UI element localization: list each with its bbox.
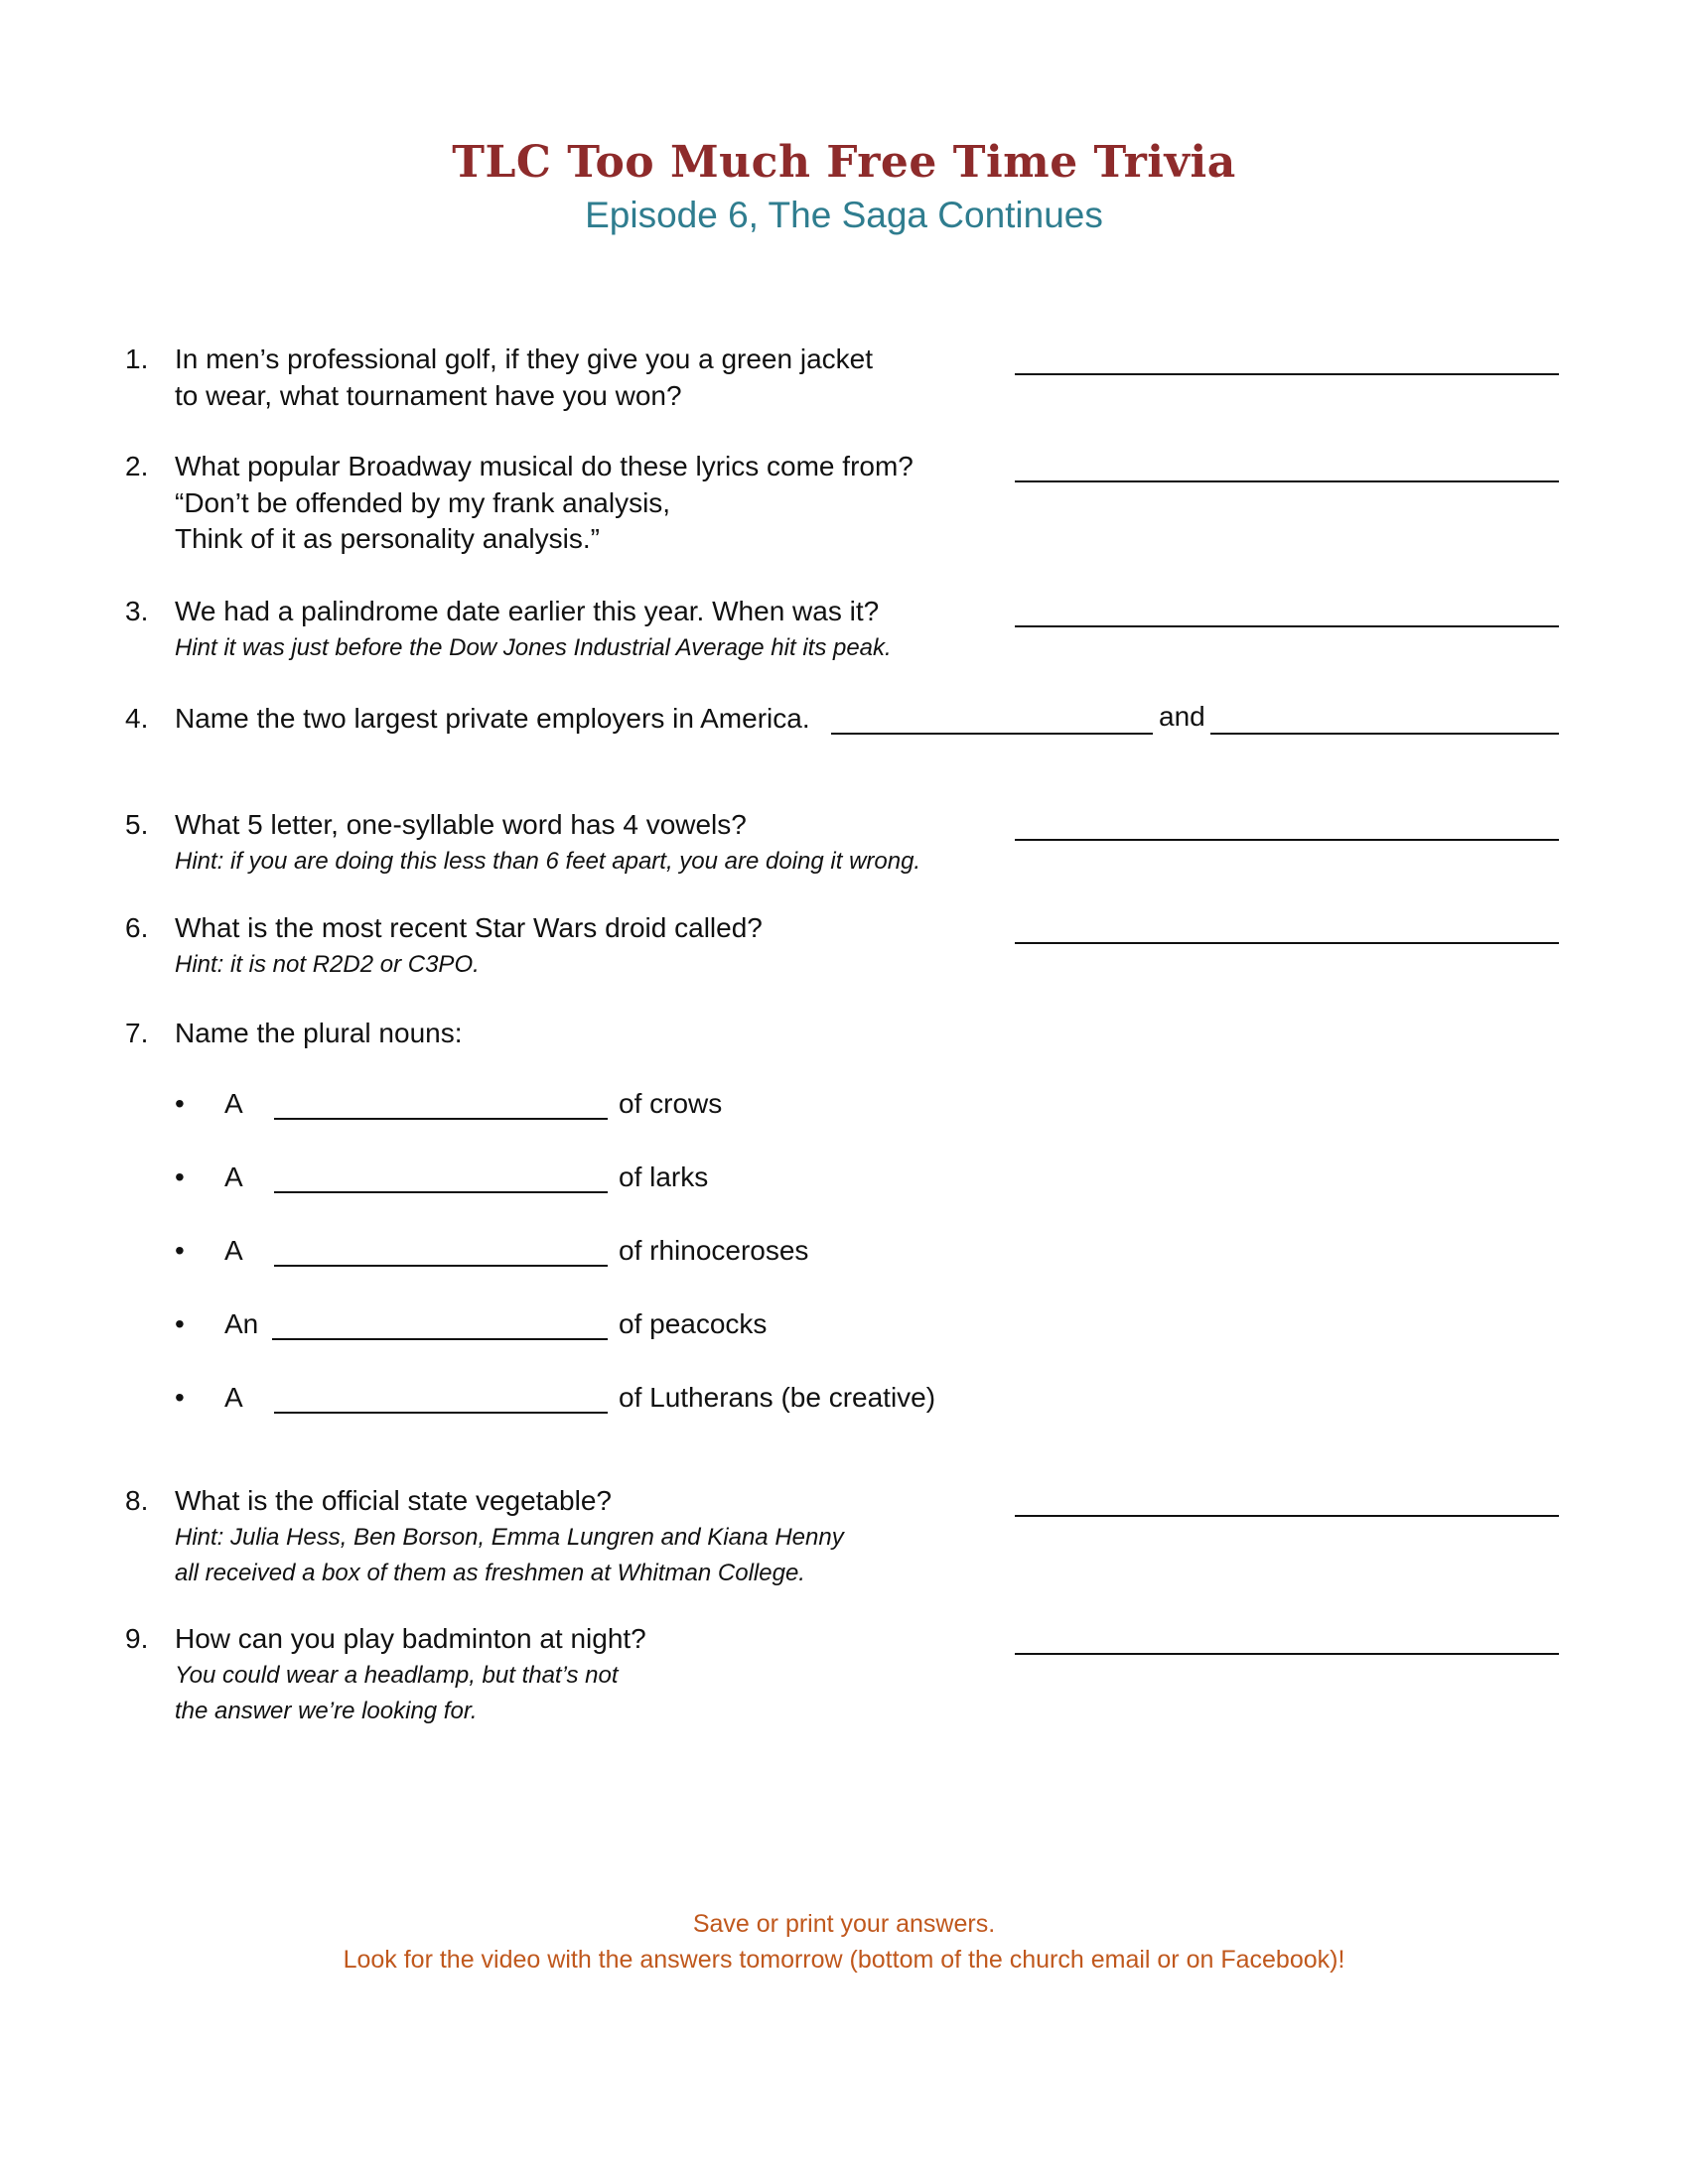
plural-answer-line-3[interactable]: [274, 1265, 608, 1267]
question-text: to wear, what tournament have you won?: [175, 379, 682, 411]
answer-line-3[interactable]: [1015, 625, 1559, 627]
question-text: How can you play badminton at night?: [175, 1623, 646, 1654]
bullet: •: [175, 1308, 185, 1339]
bullet: •: [175, 1382, 185, 1413]
noun-suffix: of Lutherans (be creative): [619, 1382, 936, 1413]
question-text: In men’s professional golf, if they give you a green jacket: [175, 343, 873, 374]
question-text: Name the two largest private employers in America.: [175, 703, 810, 734]
question-hint: Hint: Julia Hess, Ben Borson, Emma Lungren and Kiana Henny: [175, 1523, 844, 1551]
question-hint: all received a box of them as freshmen at Whitman College.: [175, 1560, 805, 1586]
answer-line-6[interactable]: [1015, 942, 1559, 944]
answer-line-4a[interactable]: [831, 733, 1153, 735]
plural-answer-line-2[interactable]: [274, 1191, 608, 1193]
bullet: •: [175, 1235, 185, 1266]
noun-suffix: of rhinoceroses: [619, 1235, 809, 1266]
question-number: 8.: [125, 1485, 149, 1516]
plural-answer-line-4[interactable]: [272, 1338, 608, 1340]
plural-answer-line-5[interactable]: [274, 1412, 608, 1414]
question-text: What is the official state vegetable?: [175, 1485, 612, 1516]
question-hint: the answer we’re looking for.: [175, 1698, 478, 1724]
question-text: What is the most recent Star Wars droid called?: [175, 912, 763, 943]
question-hint: Hint: it is not R2D2 or C3PO.: [175, 950, 480, 978]
answer-line-2[interactable]: [1015, 480, 1559, 482]
article: A: [224, 1235, 243, 1266]
article: A: [224, 1161, 243, 1192]
question-number: 2.: [125, 451, 149, 481]
trivia-title: TLC Too Much Free Time Trivia: [452, 137, 1236, 188]
noun-suffix: of peacocks: [619, 1308, 768, 1339]
bullet: •: [175, 1161, 185, 1192]
answer-line-9[interactable]: [1015, 1653, 1559, 1655]
question-number: 1.: [125, 343, 149, 374]
lyrics-line: Think of it as personality analysis.”: [175, 523, 600, 554]
question-number: 7.: [125, 1018, 149, 1048]
question-hint: Hint: if you are doing this less than 6 feet apart, you are doing it wrong.: [175, 847, 921, 875]
question-hint: You could wear a headlamp, but that’s not: [175, 1661, 619, 1689]
question-number: 9.: [125, 1623, 149, 1654]
noun-suffix: of crows: [619, 1088, 723, 1119]
question-number: 3.: [125, 596, 149, 626]
question-text: We had a palindrome date earlier this year. When was it?: [175, 596, 880, 626]
answer-line-4b[interactable]: [1210, 733, 1559, 735]
footer-save-note: Save or print your answers.: [692, 1910, 996, 1938]
and-connector: and: [1159, 701, 1205, 732]
answer-line-8[interactable]: [1015, 1515, 1559, 1517]
article: An: [224, 1308, 259, 1339]
question-text: What popular Broadway musical do these lyrics come from?: [175, 451, 914, 481]
question-hint: Hint it was just before the Dow Jones Industrial Average hit its peak.: [175, 633, 892, 661]
lyrics-line: “Don’t be offended by my frank analysis,: [175, 486, 671, 518]
article: A: [224, 1088, 243, 1119]
episode-subtitle: Episode 6, The Saga Continues: [585, 195, 1103, 235]
question-text: What 5 letter, one-syllable word has 4 vowels?: [175, 809, 747, 840]
noun-suffix: of larks: [619, 1161, 709, 1192]
question-text: Name the plural nouns:: [175, 1018, 463, 1048]
answer-line-1[interactable]: [1015, 373, 1559, 375]
bullet: •: [175, 1088, 185, 1119]
article: A: [224, 1382, 243, 1413]
footer-video-note: Look for the video with the answers tomorrow (bottom of the church email or on Facebook)!: [343, 1946, 1345, 1974]
answer-line-5[interactable]: [1015, 839, 1559, 841]
question-number: 6.: [125, 912, 149, 943]
question-number: 5.: [125, 809, 149, 840]
question-number: 4.: [125, 703, 149, 734]
plural-answer-line-1[interactable]: [274, 1118, 608, 1120]
